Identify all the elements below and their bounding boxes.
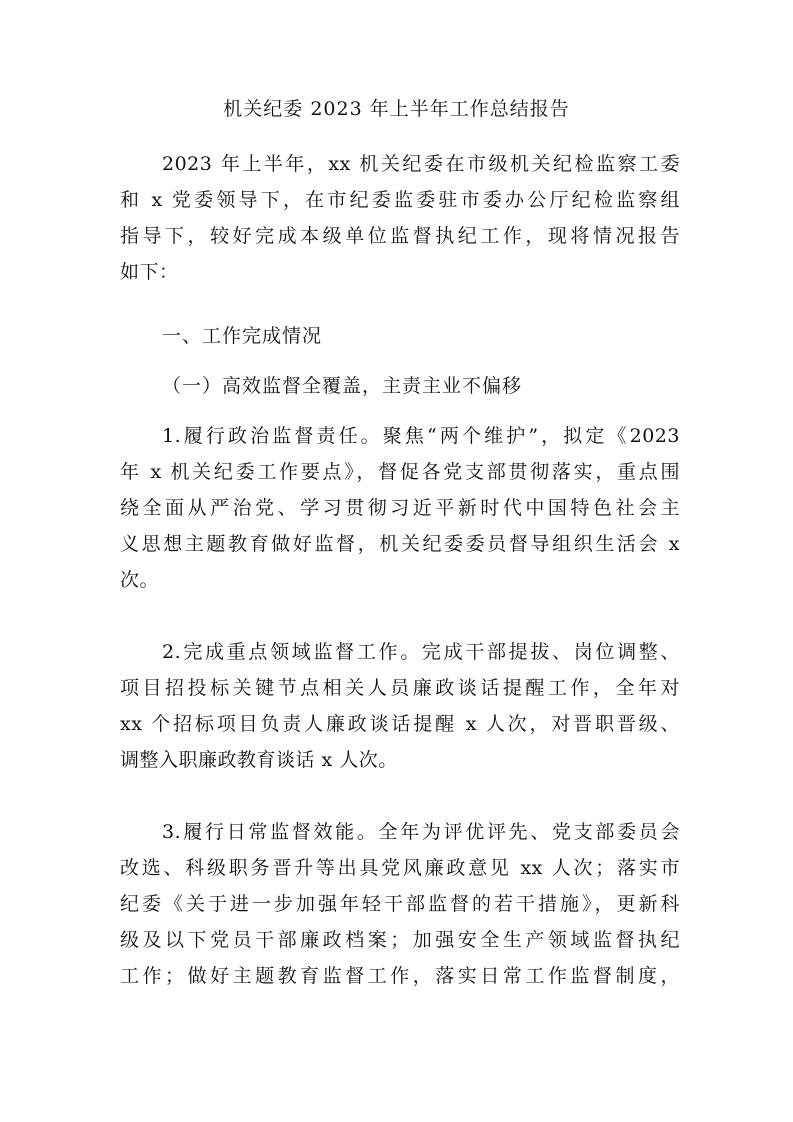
document-title: 机关纪委 2023 年上半年工作总结报告 [223,98,570,120]
paragraph-line: 次。 [120,569,160,591]
paragraph-line: 项目招投标关键节点相关人员廉政谈话提醒工作，全年对 [120,677,680,699]
item-1-paragraph [120,418,680,598]
paragraph-line: xx 个招标项目负责人廉政谈话提醒 x 人次，对晋职晋级、 [120,713,680,735]
paragraph-line: 改选、科级职务晋升等出具党风廉政意见 xx 人次；落实市 [120,857,680,879]
paragraph-line: 义思想主题教育做好监督，机关纪委委员督导组织生活会 x [120,533,680,555]
paragraph-line: 3.履行日常监督效能。全年为评优评先、党支部委员会 [162,821,680,843]
paragraph-line: 和 x 党委领导下，在市纪委监委驻市委办公厅纪检监察组 [120,189,680,211]
paragraph-line: 如下： [120,261,179,283]
subsection-heading: （一）高效监督全覆盖，主责主业不偏移 [162,375,523,397]
paragraph-line: 纪委《关于进一步加强年轻干部监督的若干措施》，更新科 [120,893,680,915]
paragraph-line: 2.完成重点领域监督工作。完成干部提拔、岗位调整、 [162,641,680,663]
paragraph-line: 指导下，较好完成本级单位监督执纪工作，现将情况报告 [120,225,680,247]
paragraph-line: 1.履行政治监督责任。聚焦“两个维护”，拟定《2023 [162,425,680,447]
intro-paragraph [120,146,680,290]
paragraph-line: 2023 年上半年，xx 机关纪委在市级机关纪检监察工委 [162,153,680,175]
paragraph-line: 级及以下党员干部廉政档案；加强安全生产领域监督执纪 [120,929,680,951]
paragraph-line: 工作；做好主题教育监督工作，落实日常工作监督制度， [120,965,680,987]
paragraph-line: 绕全面从严治党、学习贯彻习近平新时代中国特色社会主 [120,497,680,519]
item-3-paragraph [120,814,680,994]
item-2-paragraph [120,634,680,778]
paragraph-line: 调整入职廉政教育谈话 x 人次。 [120,749,398,771]
paragraph-line: 年 x 机关纪委工作要点》，督促各党支部贯彻落实，重点围 [120,461,680,483]
section-heading: 一、工作完成情况 [162,325,323,347]
